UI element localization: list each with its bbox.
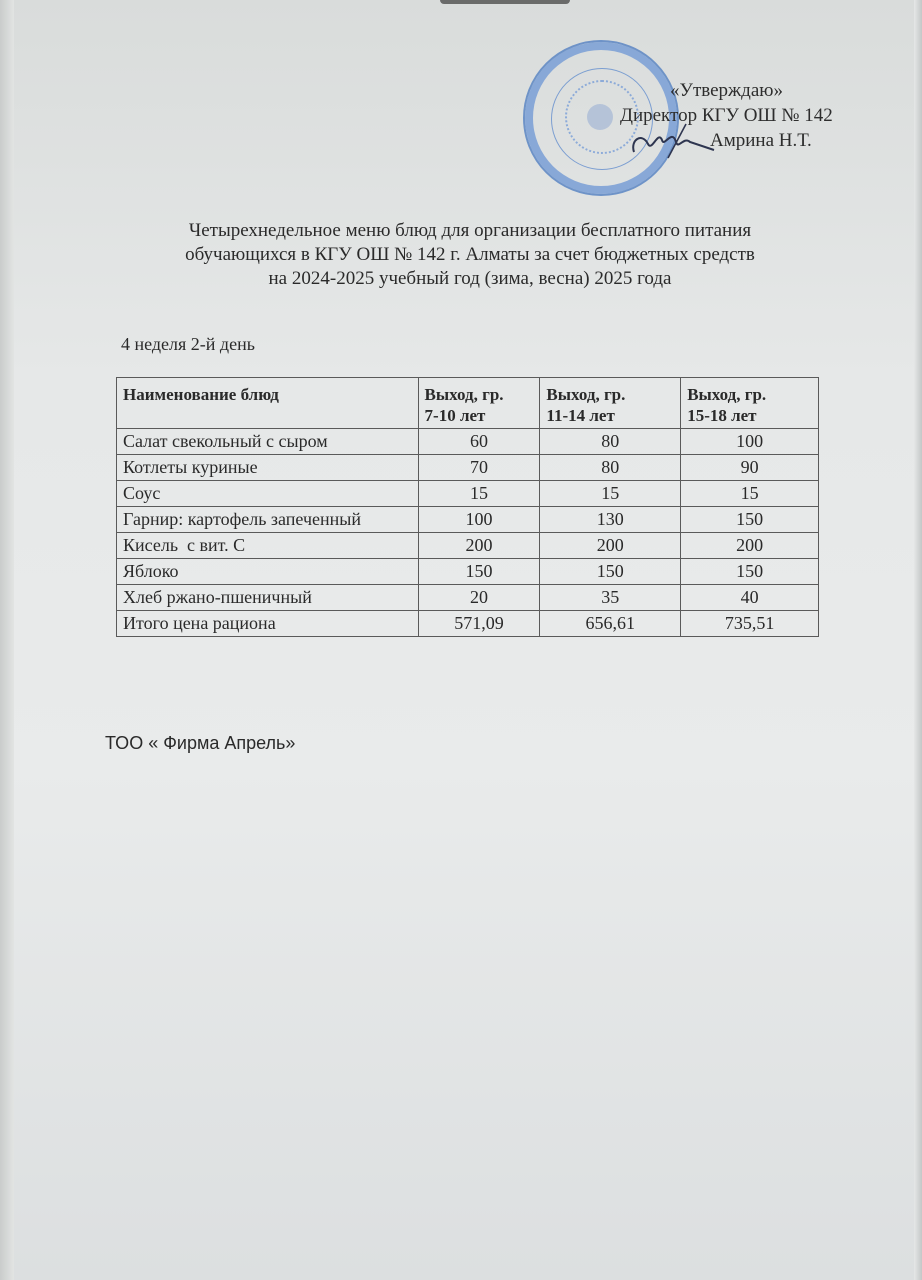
total-price-11-14: 656,61 [540, 611, 681, 637]
portion-11-14: 15 [540, 481, 681, 507]
table-row [117, 559, 819, 585]
supplier-name: ТОО « Фирма Апрель» [105, 733, 296, 753]
portion-7-10: 70 [418, 455, 540, 481]
approval-heading: «Утверждаю» [670, 80, 783, 101]
header-dish-name: Наименование блюд [117, 378, 419, 429]
signature-icon [628, 122, 718, 160]
week-day-label: 4 неделя 2-й день [121, 334, 255, 354]
table-row [117, 429, 819, 455]
portion-11-14: 80 [540, 429, 681, 455]
paper-right-edge [914, 0, 922, 1280]
portion-11-14: 200 [540, 533, 681, 559]
portion-15-18: 150 [681, 559, 819, 585]
table-row [117, 533, 819, 559]
portion-11-14: 130 [540, 507, 681, 533]
title-line-2: обучающихся в КГУ ОШ № 142 г. Алматы за счет бюджетных средств [185, 244, 755, 265]
portion-15-18: 15 [681, 481, 819, 507]
approval-position: Директор КГУ ОШ № 142 [620, 105, 833, 126]
menu-table [116, 377, 819, 637]
dish-name: Хлеб ржано-пшеничный [117, 585, 419, 611]
portion-15-18: 40 [681, 585, 819, 611]
portion-7-10: 100 [418, 507, 540, 533]
portion-7-10: 150 [418, 559, 540, 585]
portion-11-14: 80 [540, 455, 681, 481]
table-row [117, 507, 819, 533]
emblem-core [587, 104, 613, 130]
paper-left-edge [0, 0, 14, 1280]
dish-name: Салат свекольный с сыром [117, 429, 419, 455]
table-total-row [117, 611, 819, 637]
table-row [117, 585, 819, 611]
top-shadow [440, 0, 570, 4]
table-header-row [117, 378, 819, 429]
total-label: Итого цена рациона [117, 611, 419, 637]
table-row [117, 455, 819, 481]
portion-15-18: 100 [681, 429, 819, 455]
total-price-7-10: 571,09 [418, 611, 540, 637]
portion-7-10: 200 [418, 533, 540, 559]
document-title [120, 219, 820, 291]
dish-name: Кисель с вит. С [117, 533, 419, 559]
approval-name: Амрина Н.Т. [710, 130, 812, 151]
table-row [117, 481, 819, 507]
header-age-15-18: Выход, гр. 15-18 лет [681, 378, 819, 429]
portion-11-14: 35 [540, 585, 681, 611]
title-line-3: на 2024-2025 учебный год (зима, весна) 2025 года [268, 268, 672, 289]
portion-15-18: 150 [681, 507, 819, 533]
portion-7-10: 60 [418, 429, 540, 455]
portion-15-18: 90 [681, 455, 819, 481]
total-price-15-18: 735,51 [681, 611, 819, 637]
dish-name: Соус [117, 481, 419, 507]
dish-name: Гарнир: картофель запеченный [117, 507, 419, 533]
dish-name: Яблоко [117, 559, 419, 585]
header-age-11-14: Выход, гр. 11-14 лет [540, 378, 681, 429]
portion-7-10: 20 [418, 585, 540, 611]
title-line-1: Четырехнедельное меню блюд для организации бесплатного питания [188, 220, 752, 241]
portion-7-10: 15 [418, 481, 540, 507]
portion-11-14: 150 [540, 559, 681, 585]
dish-name: Котлеты куриные [117, 455, 419, 481]
header-age-7-10: Выход, гр. 7-10 лет [418, 378, 540, 429]
portion-15-18: 200 [681, 533, 819, 559]
